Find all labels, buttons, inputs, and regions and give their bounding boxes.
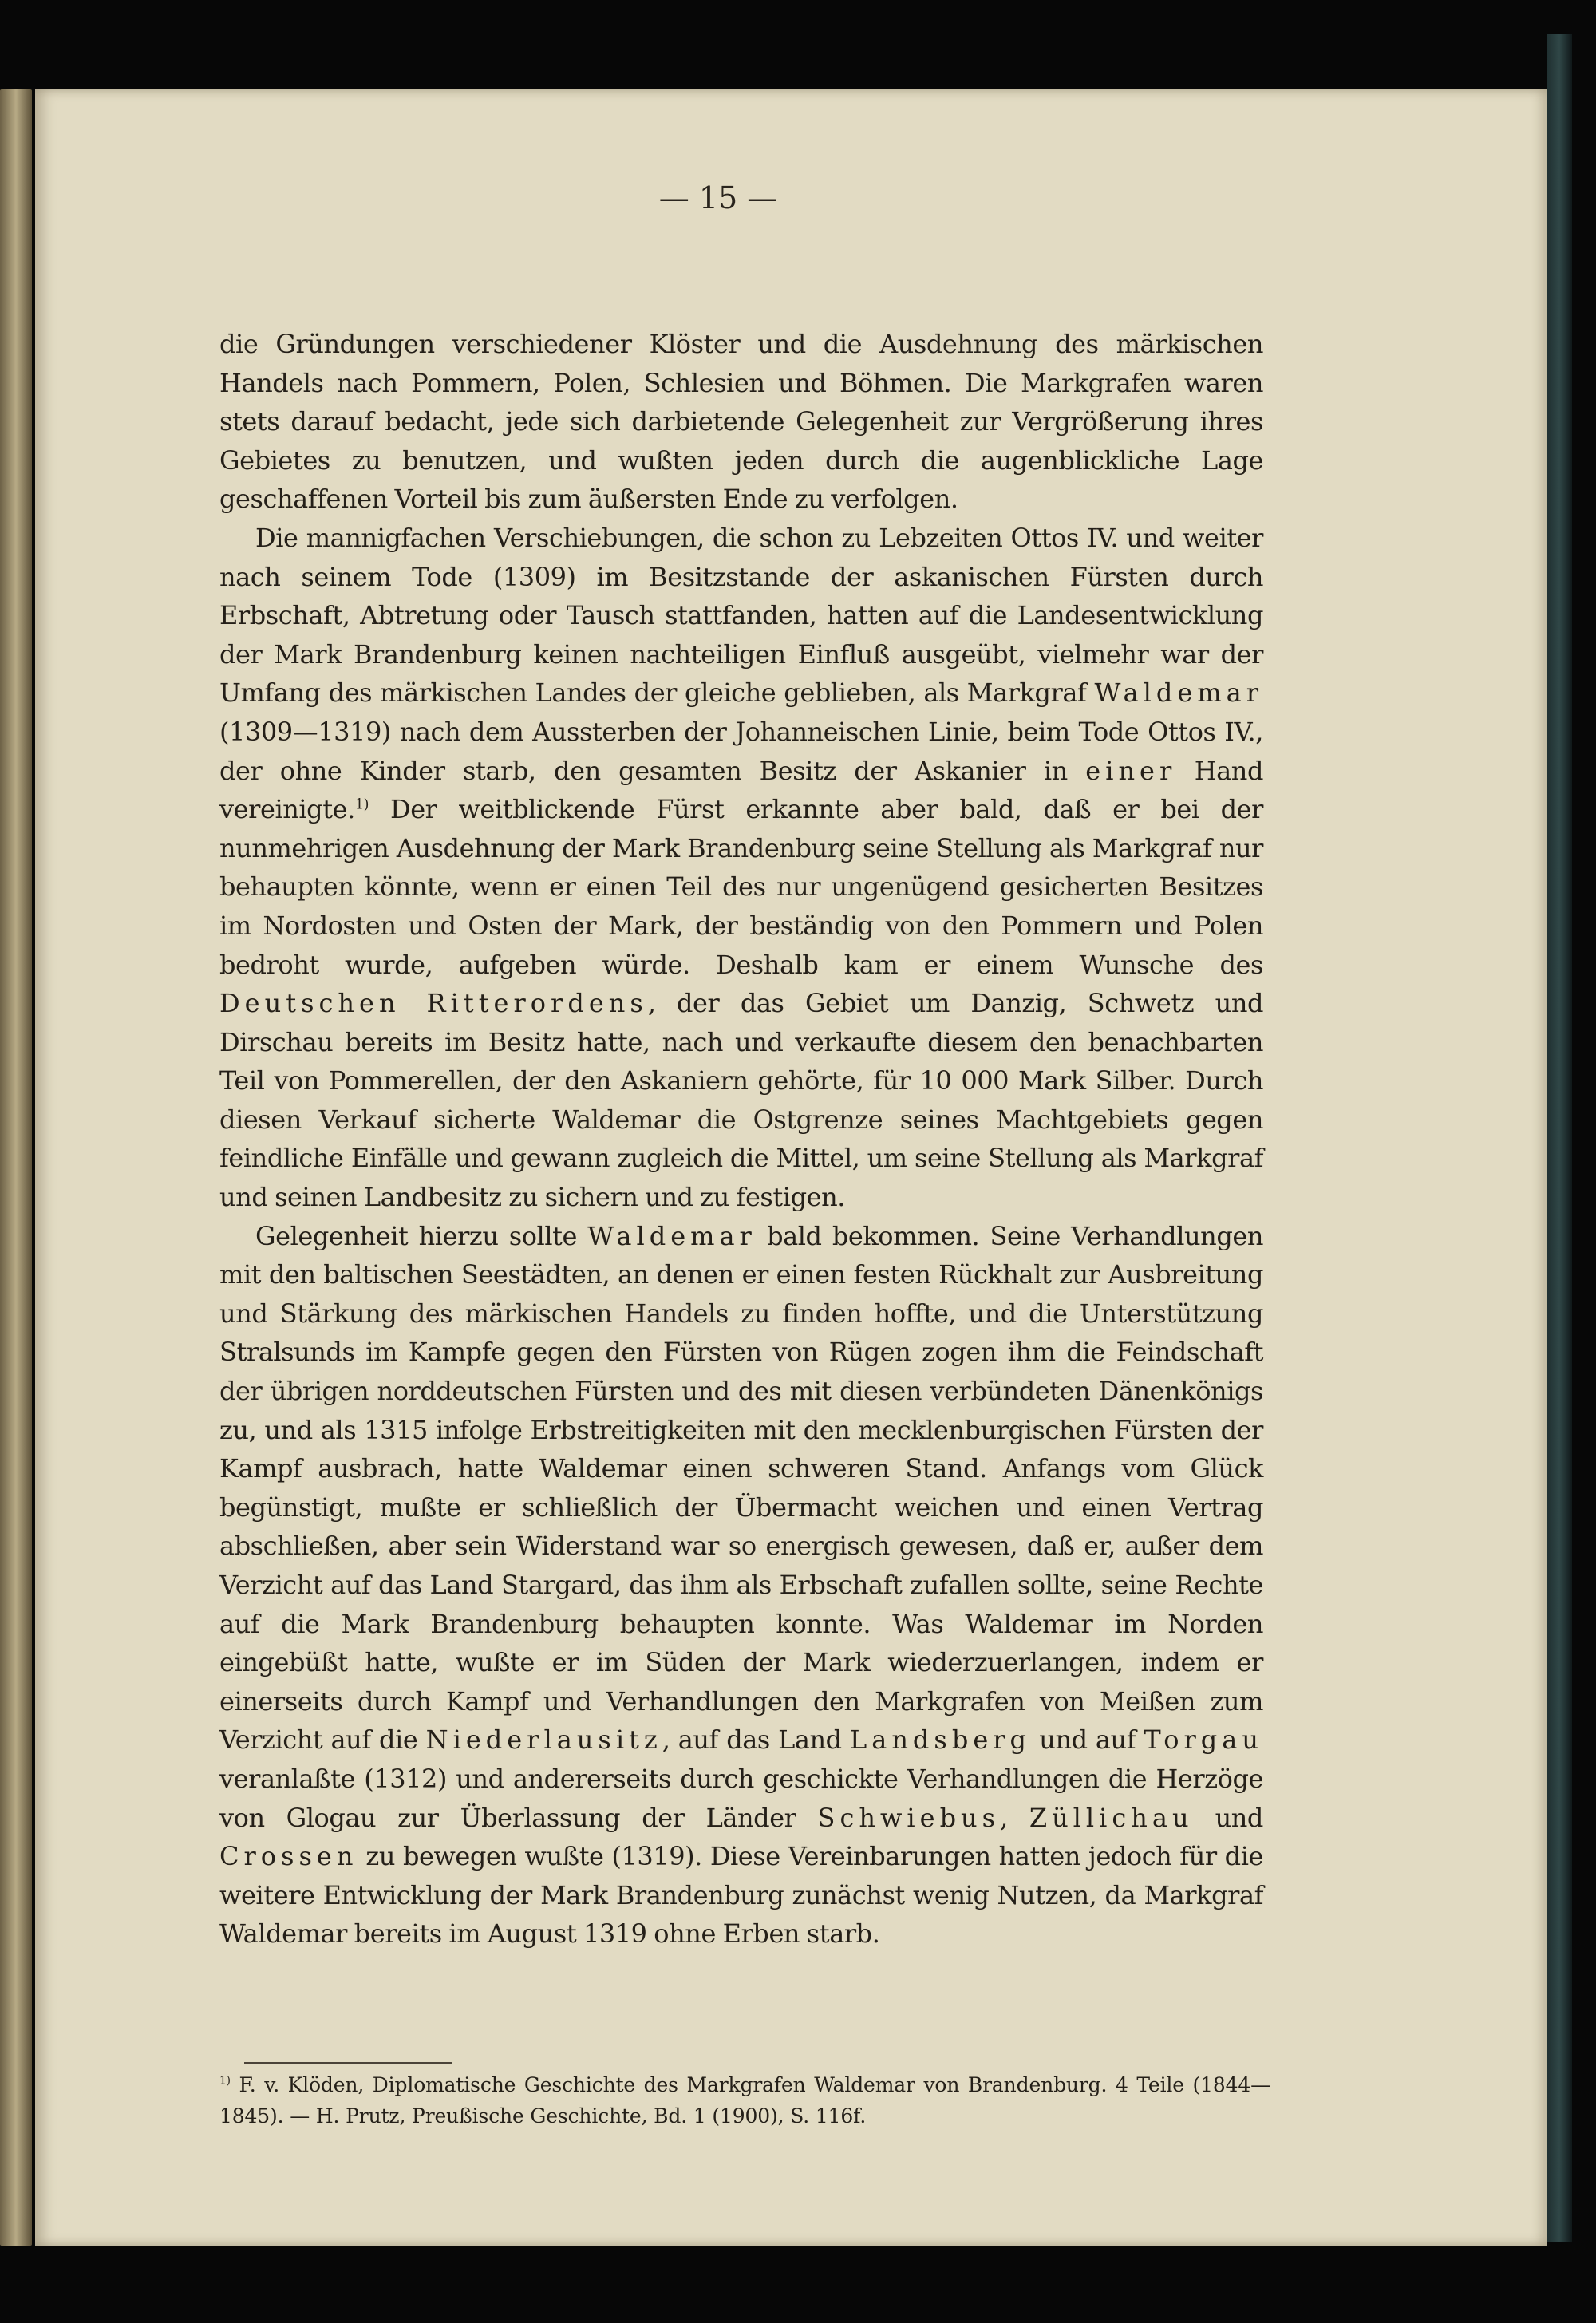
spaced-place-schwiebus: Schwiebus	[817, 1802, 1001, 1833]
paragraph-3-text-e: veranlaßte (1312) und andererseits durch geschickte Verhandlungen die Herzöge von Glogau zur Überlassung der Länder	[219, 1763, 1263, 1833]
footnote	[219, 2069, 1270, 2131]
paragraph-2-text-b: (1309—1319) nach dem Aussterben der Johanneischen Linie, beim Tode Ottos IV., der ohne Kinder starb, den gesamten Besitz der Askanier in	[219, 716, 1263, 786]
spaced-place-landsberg: Landsberg	[849, 1724, 1032, 1756]
paragraph-3-text-d: und auf	[1039, 1724, 1136, 1756]
paragraph-2-text-c: Hand vereinigte.	[219, 755, 1263, 825]
footnote-rule	[244, 2062, 452, 2064]
footnote-marker: 1)	[219, 2074, 231, 2088]
spaced-name-waldemar-2: Waldemar	[587, 1220, 757, 1251]
footnote-text: F. v. Klöden, Diplomatische Geschichte des Markgrafen Waldemar von Brandenburg. 4 Teile (1844—1845). — H. Prutz, Preußische Geschichte, Bd. 1 (1900), S. 116f.	[219, 2073, 1271, 2127]
spaced-place-niederlausitz: Niederlausitz	[425, 1724, 662, 1756]
paragraph-3-text-c: , auf das Land	[662, 1724, 842, 1756]
spaced-place-crossen: Crossen	[219, 1841, 358, 1872]
paragraph-2-text-e: , der das Gebiet um Danzig, Schwetz und Dirschau bereits im Besitz hatte, nach und verkaufte diesem den benachbarten Teil von Pommerellen, der den Askaniern gehörte, für 10 000 Mark Silber. Durch diesen Verkauf sicherte Waldemar die Ostgrenze seines Machtgebiets gegen feindliche Einfälle und gewann zugleich die Mittel, um seine Stellung als Markgraf und seinen Landbesitz zu sichern und zu festigen.	[219, 988, 1264, 1213]
book-cover-edge	[1547, 34, 1572, 2242]
spaced-word-einer: einer	[1085, 755, 1177, 786]
paragraph-3-text-b: bald bekommen. Seine Verhandlungen mit den baltischen Seestädten, an denen er einen festen Rückhalt zur Ausbreitung und Stärkung des märkischen Handels zu finden hoffte, und die Unterstützung Stralsunds im Kampfe gegen den Fürsten von Rügen zogen ihm die Feindschaft der übrigen norddeutschen Fürsten und des mit diesen verbündeten Dänenkönigs zu, und als 1315 infolge Erbstreitigkeiten mit den mecklenburgischen Fürsten der Kampf ausbrach, hatte Waldemar einen schweren Stand. Anfangs vom Glück begünstigt, mußte er schließlich der Übermacht weichen und einen Vertrag abschließen, aber sein Widerstand war so energisch gewesen, daß er, außer dem Verzicht auf das Land Stargard, das ihm als Erbschaft zufallen sollte, seine Rechte auf die Mark Brandenburg behaupten konnte. Was Waldemar im Norden eingebüßt hatte, wußte er im Süden der Mark wiederzuerlangen, indem er einerseits durch Kampf und Verhandlungen den Markgrafen von Meißen zum Verzicht auf die	[219, 1220, 1263, 1756]
paragraph-2-text-d: Der weitblickende Fürst erkannte aber bald, daß er bei der nunmehrigen Ausdehnung der Mark Brandenburg seine Stellung als Markgraf nur behaupten könnte, wenn er einen Teil des nur ungenügend gesicherten Besitzes im Nordosten und Osten der Mark, der beständig von den Pommern und Polen bedroht wurde, aufgeben würde. Deshalb kam er einem Wunsche des	[219, 794, 1263, 980]
spaced-order-name: Deutschen Ritterordens	[219, 988, 648, 1019]
spaced-name-waldemar: Waldemar	[1094, 678, 1263, 709]
main-text	[219, 325, 1263, 1954]
page-number: — 15 —	[658, 180, 778, 215]
paragraph-3-text-a: Gelegenheit hierzu sollte	[255, 1220, 578, 1251]
place-separator-comma: ,	[1000, 1802, 1008, 1833]
place-conjunction-und: und	[1215, 1802, 1263, 1833]
paragraph-1: die Gründungen verschiedener Klöster und die Ausdehnung des märkischen Handels nach Pommern, Polen, Schlesien und Böhmen. Die Markgrafen waren stets darauf bedacht, jede sich darbietende Gelegenheit zur Vergrößerung ihres Gebietes zu benutzen, und wußten jeden durch die augenblickliche Lage geschaffenen Vorteil bis zum äußersten Ende zu verfolgen.	[219, 329, 1263, 515]
spaced-place-torgau: Torgau	[1144, 1724, 1263, 1756]
paragraph-3-text-f: zu bewegen wußte (1319). Diese Vereinbarungen hatten jedoch für die weitere Entwicklung der Mark Brandenburg zunächst wenig Nutzen, da Markgraf Waldemar bereits im August 1319 ohne Erben starb.	[219, 1841, 1263, 1950]
book-spine-edge	[0, 89, 32, 2246]
footnote-reference: 1)	[354, 796, 369, 813]
spaced-place-zuellichau: Züllichau	[1029, 1802, 1194, 1833]
paragraph-2-text-a: Die mannigfachen Verschiebungen, die schon zu Lebzeiten Ottos IV. und weiter nach seinem Tode (1309) im Besitzstande der askanischen Fürsten durch Erbschaft, Abtretung oder Tausch stattfanden, hatten auf die Landesentwicklung der Mark Brandenburg keinen nachteiligen Einfluß ausgeübt, vielmehr war der Umfang des märkischen Landes der gleiche geblieben, als Markgraf	[219, 522, 1263, 709]
paragraph-2	[219, 519, 1263, 1217]
paragraph-3	[219, 1217, 1263, 1954]
